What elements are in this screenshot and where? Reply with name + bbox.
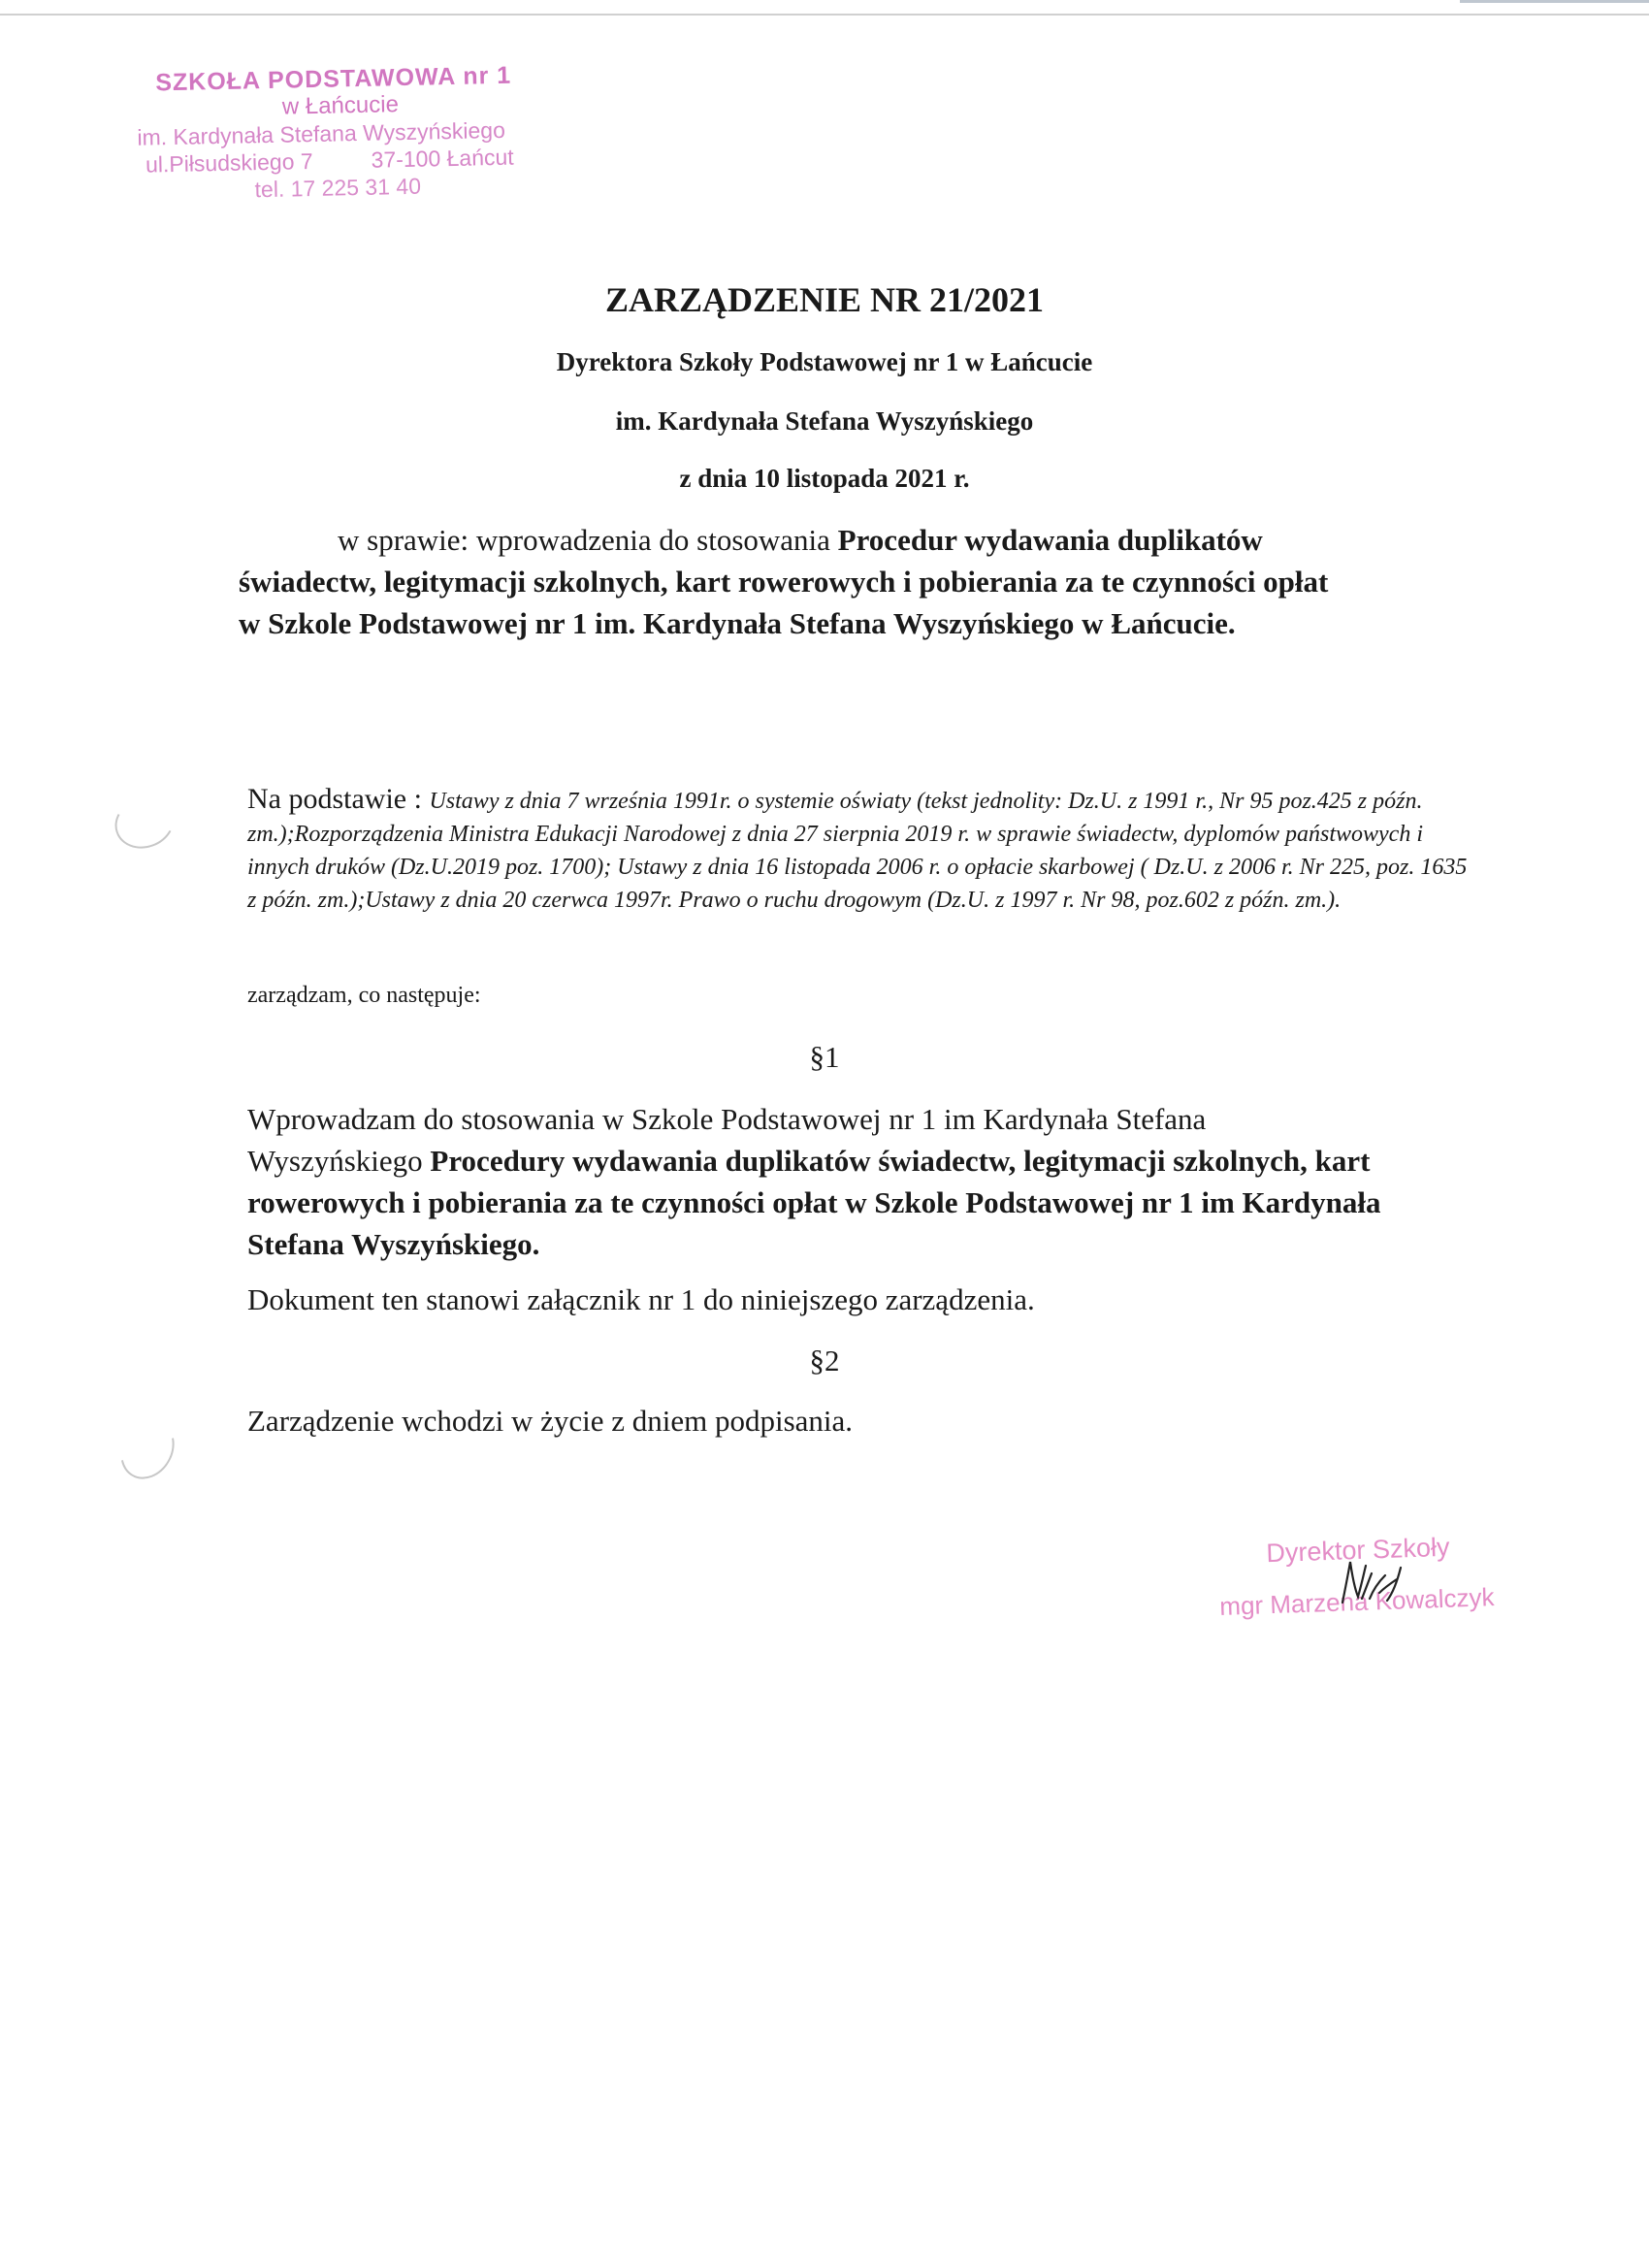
section-2-mark: §2 <box>809 1344 840 1377</box>
school-stamp <box>126 60 585 206</box>
scan-edge-accent <box>1460 0 1649 3</box>
section-1-bold: Procedury wydawania duplikatów świadectw, legitymacji szkolnych, kart rowerowych i pobierania za te czynności opłat w Szkole Podstawowej nr 1 im Kardynała Stefana Wyszyńskiego. <box>247 1144 1381 1261</box>
handwritten-signature <box>1337 1554 1414 1622</box>
subject-intro: w sprawie: wprowadzenia do stosowania <box>338 523 838 557</box>
document-date: z dnia 10 listopada 2021 r. <box>679 464 970 493</box>
director-role: Dyrektor Szkoły <box>1265 1532 1450 1569</box>
stamp-line-1: SZKOŁA PODSTAWOWA nr 1 <box>154 61 512 97</box>
document-issuer: Dyrektora Szkoły Podstawowej nr 1 w Łańcucie <box>556 347 1093 376</box>
subject-bold-1: Procedur wydawania duplikatów <box>837 523 1263 557</box>
document-title: ZARZĄDZENIE NR 21/2021 <box>604 280 1045 319</box>
section-2-text: Zarządzenie wchodzi w życie z dniem podpisania. <box>247 1404 854 1438</box>
legal-basis-lead: Na podstawie : <box>247 783 430 815</box>
subject-line-1 <box>247 519 1460 561</box>
subject-line-2: świadectw, legitymacji szkolnych, kart rowerowych i pobierania za te czynności opłat <box>239 565 1329 599</box>
punch-hole-mark <box>110 1409 184 1488</box>
attachment-note: Dokument ten stanowi załącznik nr 1 do niniejszego zarządzenia. <box>247 1282 1035 1316</box>
section-1-text <box>247 1098 1508 1265</box>
section-1-mark: §1 <box>809 1040 840 1074</box>
stamp-phone: tel. 17 225 31 40 <box>254 173 422 203</box>
document-patron: im. Kardynała Stefana Wyszyńskiego <box>615 406 1034 436</box>
stamp-line-2: w Łańcucie <box>281 91 400 120</box>
subject-paragraph <box>239 519 1460 644</box>
legal-basis <box>247 783 1470 917</box>
section-1-line-1: Wprowadzam do stosowania w Szkole Podstawowej nr 1 im Kardynała Stefana <box>247 1102 1207 1136</box>
section-1-rest <box>247 1140 1470 1265</box>
stamp-postcode: 37-100 Łańcut <box>371 144 514 173</box>
subject-line-3: w Szkole Podstawowej nr 1 im. Kardynała Stefana Wyszyńskiego w Łańcucie. <box>239 606 1236 640</box>
legal-basis-text: Ustawy z dnia 7 września 1991r. o systemie oświaty (tekst jednolity: Dz.U. z 1991 r., Nr 95 poz.425 z późn. zm.);Rozporządzenia Ministra Edukacji Narodowej z dnia 27 sierpnia 2019 r. w sprawie świadectw, dyplomów państwowych i innych druków (Dz.U.2019 poz. 1700); Ustawy z dnia 16 listopada 2006 r. o opłacie skarbowej ( Dz.U. z 2006 r. Nr 225, poz. 1635 z późn. zm.);Ustawy z dnia 20 czerwca 1997r. Prawo o ruchu drogowym (Dz.U. z 1997 r. Nr 98, poz.602 z późn. zm.). <box>247 789 1468 913</box>
stamp-line-3: im. Kardynała Stefana Wyszyńskiego <box>137 116 506 150</box>
scan-edge <box>0 14 1649 16</box>
punch-hole-mark <box>108 789 181 857</box>
decree-phrase: zarządzam, co następuje: <box>247 983 481 1008</box>
stamp-street: ul.Piłsudskiego 7 <box>145 147 313 178</box>
director-name: mgr Marzena Kowalczyk <box>1218 1582 1495 1621</box>
section-1-plain: Wyszyńskiego <box>247 1144 431 1178</box>
